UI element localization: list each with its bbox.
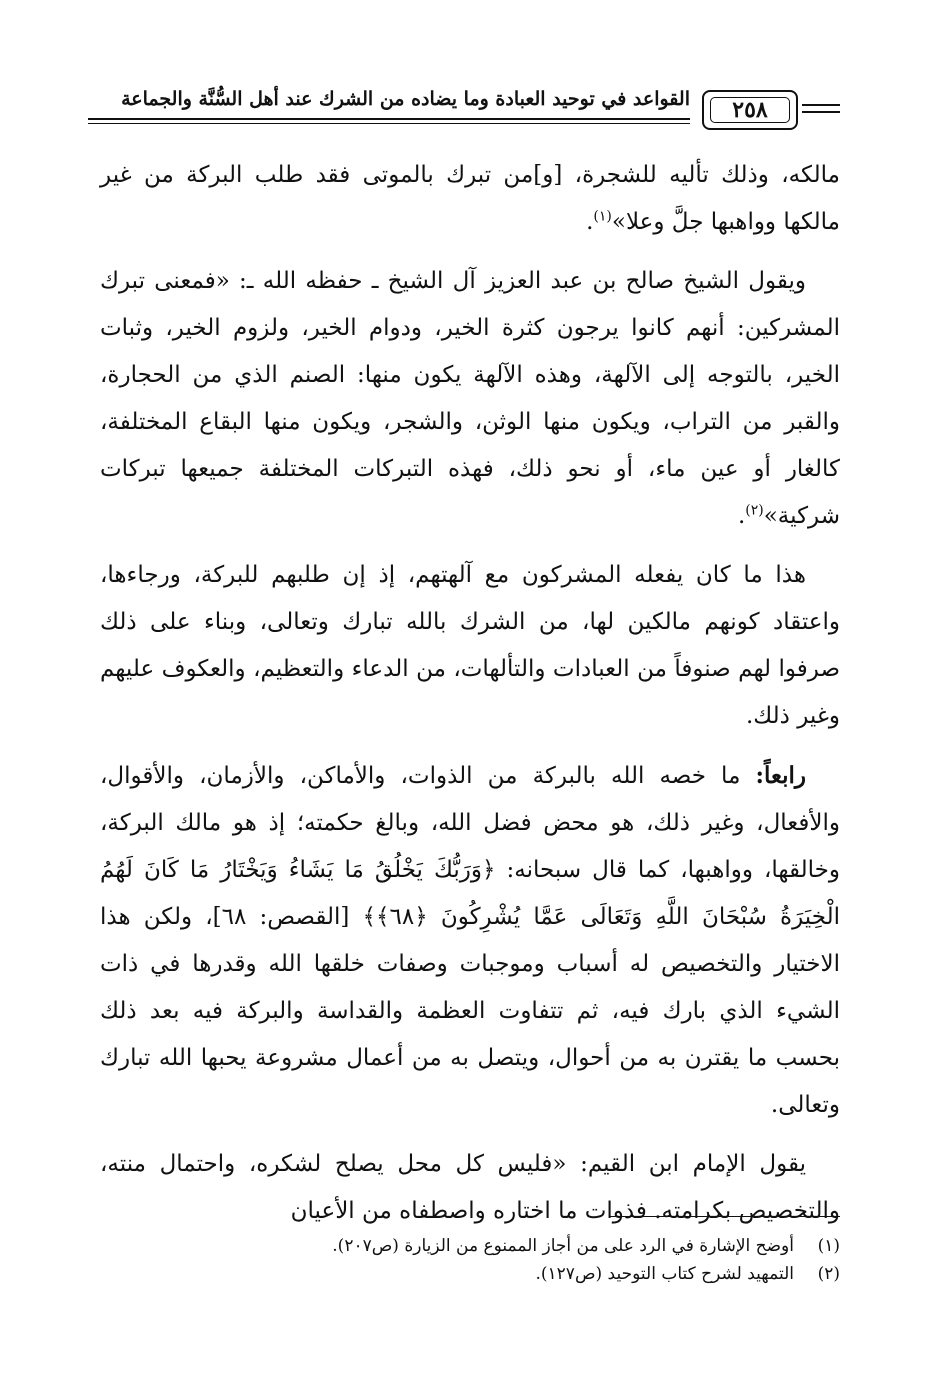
header-ornament-line xyxy=(802,104,840,106)
paragraph-text: مالكه، وذلك تأليه للشجرة، [و]من تبرك بالموتى فقد طلب البركة من غير مالكها وواهبها جلَّ وعلا» xyxy=(100,162,840,235)
paragraph-text: هذا ما كان يفعله المشركون مع آلهتهم، إذ إن طلبهم للبركة، ورجاءها، واعتقاد كونهم مالكين لها، من الشرك بالله تبارك وتعالى، وبناء على ذلك صرفوا لهم صنوفاً من العبادات والتألهات، من الدعاء والتعظيم، والعكوف عليهم وغير ذلك. xyxy=(100,562,840,729)
paragraph xyxy=(100,258,840,540)
page-number: ٢٥٨ xyxy=(710,97,790,123)
paragraph-text: يقول الإمام ابن القيم: «فليس كل محل يصلح لشكره، واحتمال منته، والتخصيص بكرامته. فذوات ما اختاره واصطفاه من الأعيان xyxy=(100,1151,840,1224)
footnote-separator xyxy=(610,1216,840,1217)
running-title: القواعد في توحيد العبادة وما يضاده من الشرك عند أهل السُّنَّة والجماعة xyxy=(121,88,690,110)
footnote xyxy=(100,1232,840,1260)
header-ornament-line xyxy=(802,111,840,113)
page-header xyxy=(88,78,840,138)
footnote xyxy=(100,1260,840,1288)
page-number-frame xyxy=(702,90,798,130)
footnote-text: التمهيد لشرح كتاب التوحيد (ص١٢٧). xyxy=(535,1264,794,1284)
footnote-ref: (١) xyxy=(593,208,612,225)
page-body xyxy=(100,152,840,1247)
header-rule xyxy=(88,123,690,124)
footnote-text: أوضح الإشارة في الرد على من أجاز الممنوع من الزيارة (ص٢٠٧). xyxy=(332,1236,794,1256)
header-rule xyxy=(88,118,690,120)
paragraph xyxy=(100,1141,840,1235)
paragraph xyxy=(100,552,840,740)
paragraph-end: . xyxy=(586,209,594,235)
section-lead: رابعاً: xyxy=(755,762,806,789)
paragraph-text: ما خصه الله بالبركة من الذوات، والأماكن، والأزمان، والأقوال، والأفعال، وغير ذلك، هو محض فضل الله، وبالغ حكمته؛ إذ هو مالك البركة، وخالقها، وواهبها، كما قال سبحانه: ﴿وَرَبُّكَ يَخْلُقُ مَا يَشَاءُ وَيَخْتَارُ مَا كَانَ لَهُمُ الْخِيَرَةُ سُبْحَانَ اللَّهِ وَتَعَالَى عَمَّا يُشْرِكُونَ ﴿٦٨﴾﴾ [القصص: ٦٨]، ولكن هذا الاختيار والتخصيص له أسباب وموجبات وصفات خلقها الله وقدرها في ذات الشيء الذي بارك فيه، ثم تتفاوت العظمة والقداسة والبركة فيه بعد ذلك بحسب ما يقترن به من أحوال، ويتصل به من أعمال مشروعة يحبها الله تبارك وتعالى. xyxy=(100,763,840,1118)
paragraph xyxy=(100,152,840,246)
footnote-number: (١) xyxy=(817,1236,840,1256)
footnote-number: (٢) xyxy=(817,1264,840,1284)
footnote-ref: (٢) xyxy=(745,502,764,519)
footnotes xyxy=(100,1232,840,1288)
paragraph-text: ويقول الشيخ صالح بن عبد العزيز آل الشيخ ـ حفظه الله ـ: «فمعنى تبرك المشركين: أنهم كانوا يرجون كثرة الخير، ودوام الخير، ولزوم الخير، وثبات الخير، بالتوجه إلى الآلهة، وهذه الآلهة يكون منها: الصنم الذي من الحجارة، والقبر من التراب، ويكون منها الوثن، والشجر، ويكون منها البقاع المختلفة، كالغار أو عين ماء، أو نحو ذلك، فهذه التبركات المختلفة جميعها تبركات شركية» xyxy=(100,268,840,529)
paragraph xyxy=(100,752,840,1129)
paragraph-end: . xyxy=(737,503,746,529)
